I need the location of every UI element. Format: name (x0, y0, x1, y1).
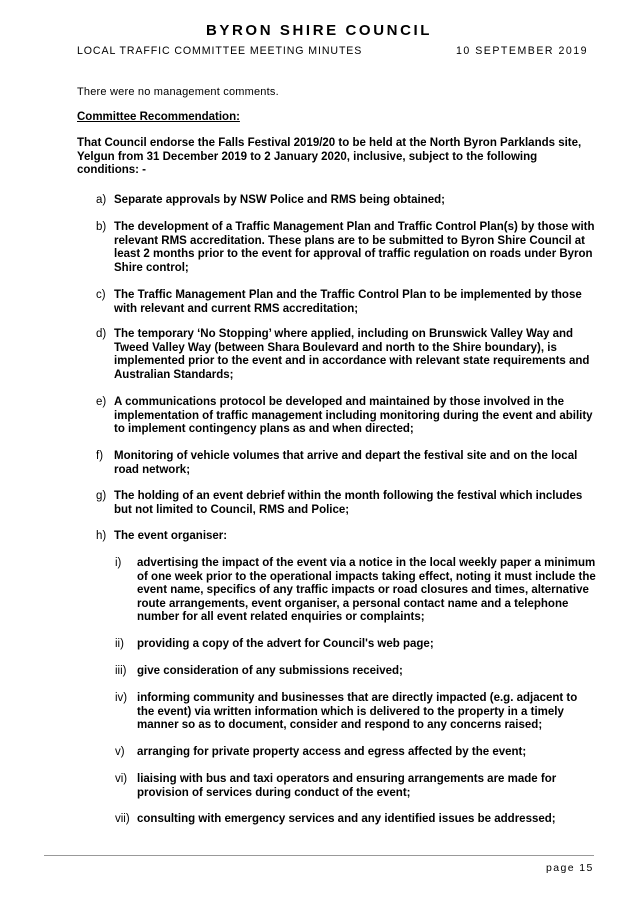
condition-c (96, 289, 596, 316)
condition-label: f) (96, 450, 104, 462)
organiser-item-iv (115, 692, 597, 733)
condition-label: g) (96, 490, 107, 502)
recommendation-heading: Committee Recommendation: (77, 111, 240, 123)
condition-label: d) (96, 328, 107, 340)
condition-label: e) (96, 396, 107, 408)
condition-text: The Traffic Management Plan and the Traffic Control Plan to be implemented by those with relevant and current RMS accreditation; (114, 289, 582, 315)
sub-item-text: arranging for private property access and egress affected by the event; (137, 746, 527, 758)
condition-label: a) (96, 194, 107, 206)
condition-d (96, 328, 596, 382)
condition-g (96, 490, 596, 517)
sub-item-text: providing a copy of the advert for Council's web page; (137, 638, 434, 650)
sub-item-label: iii) (115, 665, 127, 677)
condition-label: b) (96, 221, 107, 233)
sub-item-text: informing community and businesses that are directly impacted (e.g. adjacent to the event) via written information which is delivered to the property in a timely manner so as to document, consider and respond to any concerns raised; (137, 692, 578, 732)
sub-item-text: give consideration of any submissions received; (137, 665, 403, 677)
sub-item-label: vi) (115, 773, 128, 785)
minutes-subtitle: LOCAL TRAFFIC COMMITTEE MEETING MINUTES (77, 45, 363, 57)
condition-h (96, 530, 596, 544)
sub-item-text: liaising with bus and taxi operators and ensuring arrangements are made for provision of services during conduct of the event; (137, 773, 557, 799)
sub-item-label: ii) (115, 638, 124, 650)
condition-text: A communications protocol be developed and maintained by those involved in the implementation of traffic management including monitoring during the event and ability to implement contingency plans as and when directed; (114, 396, 593, 436)
organiser-item-vi (115, 773, 597, 800)
condition-text: The development of a Traffic Management Plan and Traffic Control Plan(s) by those with relevant RMS accreditation. These plans are to be submitted to Byron Shire Council at least 2 months prior to the event for approval of traffic regulation on roads under Byron Shire control; (114, 221, 595, 274)
condition-b (96, 221, 596, 275)
condition-a (96, 194, 596, 208)
sub-item-text: consulting with emergency services and any identified issues be addressed; (137, 813, 556, 825)
sub-item-label: iv) (115, 692, 128, 704)
sub-item-label: vii) (115, 813, 130, 825)
condition-text: The event organiser: (114, 530, 228, 542)
meeting-date: 10 SEPTEMBER 2019 (456, 45, 589, 57)
sub-item-text: advertising the impact of the event via a notice in the local weekly paper a minimum of one week prior to the operational impacts taking effect, noting it must include the event name, specifics of any traffic impacts or road closures and times, alternative route arrangements, event organiser, a personal contact name and a telephone number for all event related enquiries or complaints; (137, 557, 596, 624)
condition-text: The holding of an event debrief within the month following the festival which includes but not limited to Council, RMS and Police; (114, 490, 583, 516)
organiser-item-ii (115, 638, 597, 652)
footer-divider (44, 855, 594, 856)
organiser-item-iii (115, 665, 597, 679)
organiser-item-vii (115, 813, 597, 827)
management-comments: There were no management comments. (77, 86, 279, 98)
condition-label: c) (96, 289, 106, 301)
sub-item-label: v) (115, 746, 125, 758)
organiser-item-i (115, 557, 597, 625)
condition-label: h) (96, 530, 107, 542)
condition-text: Monitoring of vehicle volumes that arrive and depart the festival site and on the local road network; (114, 450, 578, 476)
condition-e (96, 396, 596, 437)
organiser-item-v (115, 746, 597, 760)
recommendation-intro: That Council endorse the Falls Festival 2019/20 to be held at the North Byron Parklands site, Yelgun from 31 December 2019 to 2 January 2020, inclusive, subject to the following conditions: - (77, 137, 582, 177)
condition-text: The temporary ‘No Stopping’ where applied, including on Brunswick Valley Way and Tweed Valley Way (between Shara Boulevard and north to the Shire boundary), is implemented prior to the event and in accordance with relevant state requirements and Australian Standards; (114, 328, 590, 381)
condition-f (96, 450, 596, 477)
council-title: BYRON SHIRE COUNCIL (205, 22, 433, 39)
sub-item-label: i) (115, 557, 122, 569)
condition-text: Separate approvals by NSW Police and RMS being obtained; (114, 194, 446, 206)
page-number: page 15 (546, 862, 594, 874)
